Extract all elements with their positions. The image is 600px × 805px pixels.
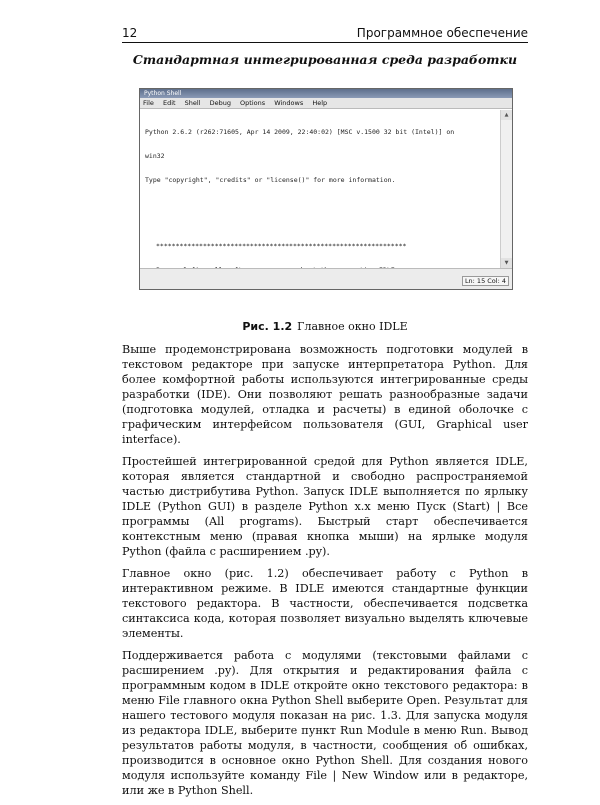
menu-edit: Edit xyxy=(162,99,176,107)
paragraph: Простейшей интегрированной средой для Python является IDLE, которая является стандартной и свободно распространяемой частью дистрибутива Python. Запуск IDLE выполняется по ярлыку IDLE (Python GUI) в разделе Python x.x меню Пуск (Start) | Все программы (All programs). Быстрый старт обеспечивается контекстным меню (правая кнопка мыши) на ярлыке модуля Python (файла с расширением .py). xyxy=(122,455,528,558)
console-line: Type "copyright", "credits" or "license()" for more information. xyxy=(145,176,396,184)
paragraph: Поддерживается работа с модулями (текстовыми файлами с расширением .py). Для открытия и редактирования файла с программным кодом в IDLE откройте окно текстового редактора: в меню File главного окна Python Shell выберите Open. Результат для нашего тестового модуля показан на рис. 1.3. Для запуска модуля из редактора IDLE, выберите пункт Run Module в меню Run. Вывод результатов работы модуля, в частности, сообщения об ошибках, производится в основное окно Python Shell. Для создания нового модуля используйте команду File | New Window или в редакторе, или же в Python Shell. xyxy=(122,649,528,797)
window-menubar xyxy=(140,98,512,109)
status-bar xyxy=(140,268,512,289)
menu-file: File xyxy=(143,99,154,107)
menu-windows: Windows xyxy=(274,99,304,107)
menu-help: Help xyxy=(312,99,328,107)
caption-text: Главное окно IDLE xyxy=(297,320,408,333)
caption-label: Рис. 1.2 xyxy=(242,320,293,333)
running-title: Программное обеспечение xyxy=(356,26,528,40)
scroll-up-icon: ▲ xyxy=(501,110,512,120)
vertical-scrollbar xyxy=(500,110,512,268)
window-titlebar: Python Shell xyxy=(140,89,512,98)
figure-caption xyxy=(122,320,528,333)
idle-window-screenshot xyxy=(139,88,513,290)
menu-options: Options xyxy=(240,99,266,107)
scroll-down-icon: ▼ xyxy=(501,258,512,268)
page-header xyxy=(122,26,528,43)
paragraph: Выше продемонстрирована возможность подготовки модулей в текстовом редакторе при запуске интерпретатора Python. Для более комфортной работы используются интегрированные среды разработки (IDE). Они позволяют решать разнообразные задачи (подготовка модулей, отладка и расчеты) в единой оболочке с графическим интерфейсом пользователя (GUI, Graphical user interface). xyxy=(122,343,528,446)
menu-debug: Debug xyxy=(209,99,231,107)
body-text xyxy=(122,342,528,805)
shell-console xyxy=(140,110,501,272)
figure-title: Стандартная интегрированная среда разработки xyxy=(132,52,518,67)
firewall-line: **************************************************************** xyxy=(156,242,407,250)
console-line: win32 xyxy=(145,152,165,160)
menu-shell: Shell xyxy=(184,99,201,107)
cursor-position: Ln: 15 Col: 4 xyxy=(462,276,509,286)
console-line: Python 2.6.2 (r262:71605, Apr 14 2009, 22:40:02) [MSC v.1500 32 bit (Intel)] on xyxy=(145,128,455,136)
paragraph: Главное окно (рис. 1.2) обеспечивает работу с Python в интерактивном режиме. В IDLE имеются стандартные функции текстового редактора. В частности, обеспечивается подсветка синтаксиса кода, которая позволяет визуально выделять ключевые элементы. xyxy=(122,567,528,640)
page-number: 12 xyxy=(122,26,138,40)
